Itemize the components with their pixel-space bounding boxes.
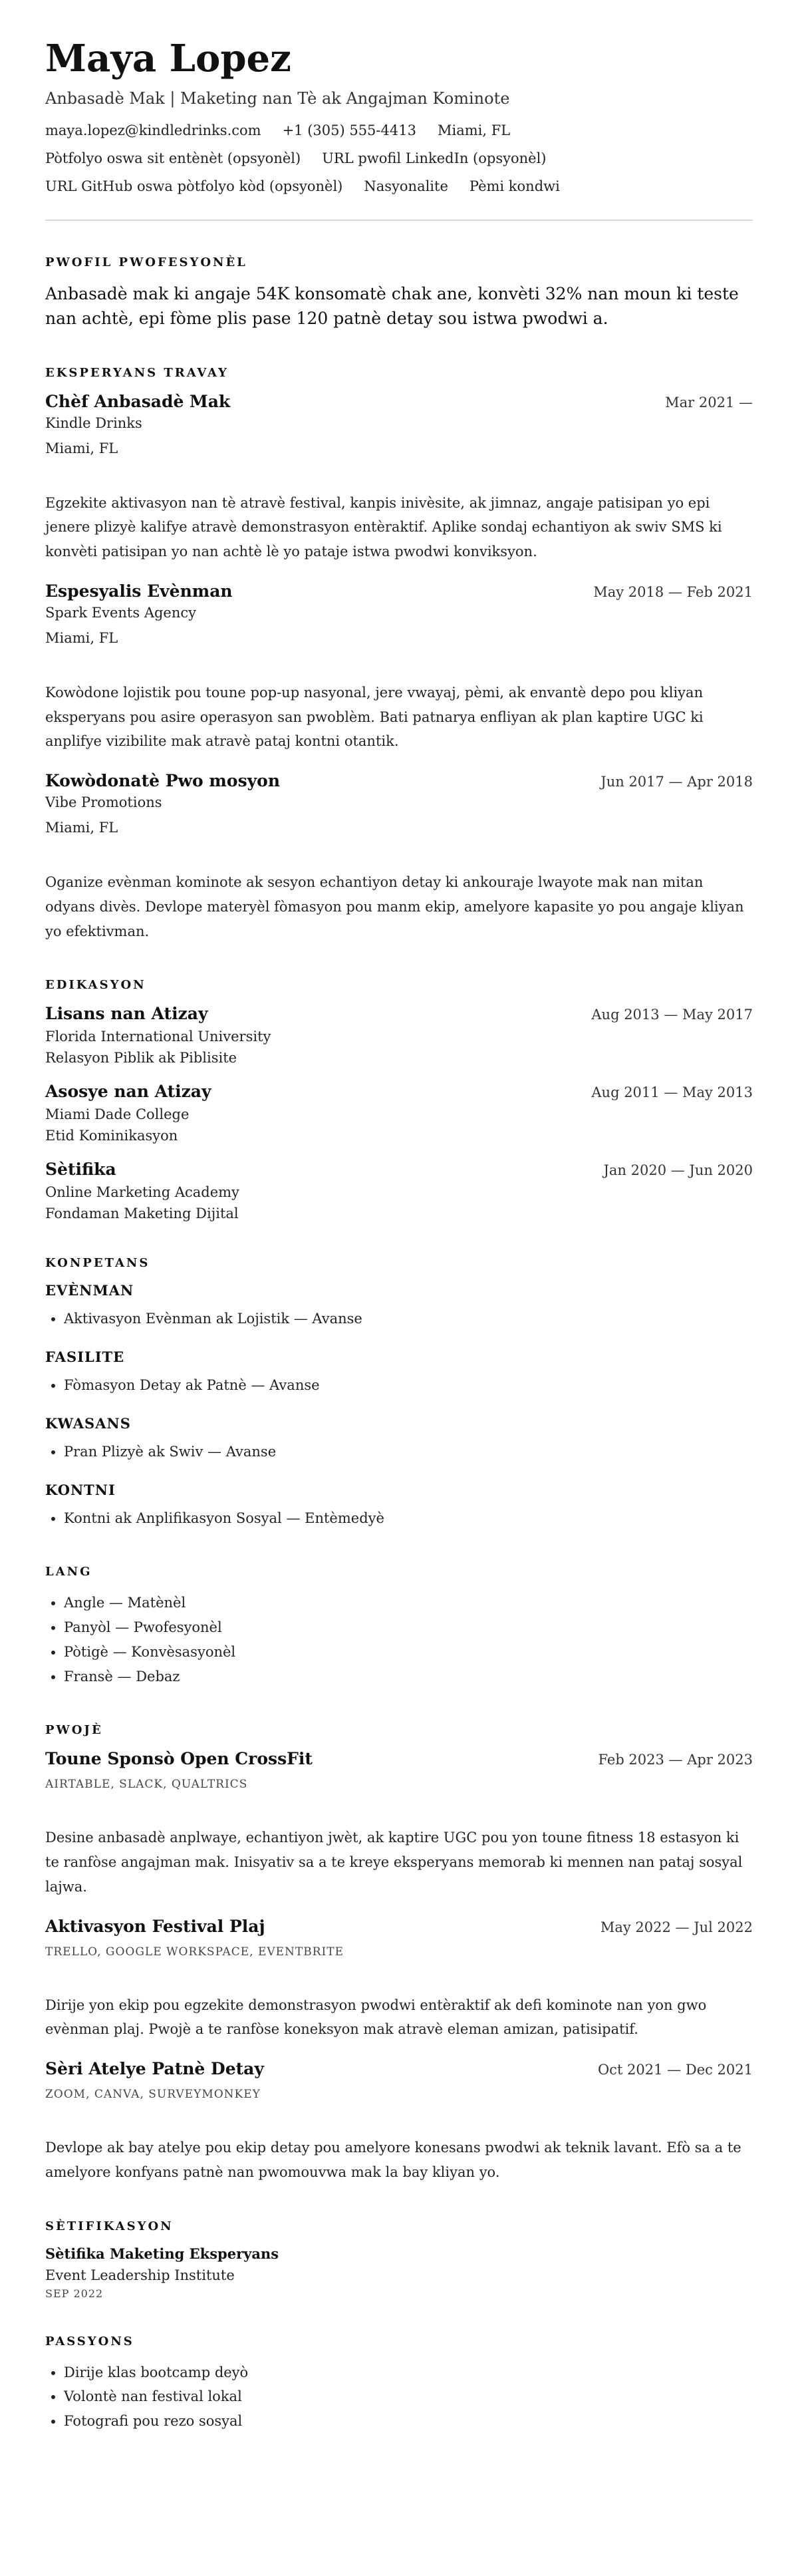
- job-dates: Mar 2021 —: [665, 394, 753, 410]
- education-dates: Aug 2011 — May 2013: [591, 1084, 753, 1101]
- section-title-experience: EKSPERYANS TRAVAY: [45, 365, 229, 380]
- project-dates: Feb 2023 — Apr 2023: [598, 1752, 753, 1768]
- project-name: Sèri Atelye Patnè Detay: [45, 2059, 264, 2079]
- experience-entry: [45, 771, 753, 943]
- project-name: Toune Sponsò Open CrossFit: [45, 1749, 313, 1769]
- project-dates: May 2022 — Jul 2022: [600, 1919, 753, 1935]
- skill-group-title: KONTNI: [45, 1481, 116, 1498]
- education-dates: Aug 2013 — May 2017: [591, 1007, 753, 1023]
- projects-list: [45, 1749, 753, 2184]
- skill-group-title: EVÈNMAN: [45, 1282, 134, 1299]
- degree-name: Sètifika: [45, 1160, 116, 1180]
- language-item: • Panyòl — Pwofesyonèl: [64, 1615, 753, 1640]
- education-entry: [45, 1160, 753, 1221]
- job-title: Chèf Anbasadè Mak: [45, 391, 231, 411]
- contact-row: [45, 122, 753, 138]
- project-dates: Oct 2021 — Dec 2021: [597, 2062, 753, 2078]
- github-link[interactable]: URL GitHub oswa pòtfolyo kòd (opsyonèl): [45, 178, 343, 194]
- school-name: Miami Dade College: [45, 1106, 190, 1123]
- nationality: Nasyonalite: [364, 178, 448, 194]
- job-title: Kowòdonatè Pwo mosyon: [45, 771, 281, 791]
- interest-item: • Fotografi pou rezo sosyal: [64, 2409, 753, 2434]
- experience-entry: [45, 581, 753, 754]
- project-entry: [45, 2059, 753, 2185]
- linkedin-link[interactable]: URL pwofil LinkedIn (opsyonèl): [322, 150, 547, 166]
- project-description: Devlope ak bay atelye pou ekip detay pou amelyore konesans pwodwi ak teknik lavant. Efò sa a te amelyore konfyans patnè nan pwomouvwa mak la bay kliyan yo.: [45, 2140, 741, 2180]
- portfolio-link[interactable]: Pòtfolyo oswa sit entènèt (opsyonèl): [45, 150, 301, 166]
- project-entry: [45, 1749, 753, 1899]
- certification-date: SEP 2022: [45, 2287, 104, 2300]
- job-location: Miami, FL: [45, 440, 118, 456]
- school-name: Florida International University: [45, 1029, 271, 1045]
- company-name: Kindle Drinks: [45, 414, 142, 431]
- job-location: Miami, FL: [45, 820, 118, 836]
- skill-item: • Fòmasyon Detay ak Patnè — Avanse: [64, 1373, 753, 1398]
- skill-item: • Kontni ak Anplifikasyon Sosyal — Entèmedyè: [64, 1506, 753, 1531]
- skill-group: [45, 1415, 753, 1464]
- language-item: • Pòtigè — Konvèsasyonèl: [64, 1640, 753, 1665]
- skills-list: [45, 1282, 753, 1530]
- experience-entry: [45, 392, 753, 564]
- job-description: Kowòdone lojistik pou toune pop-up nasyonal, jere vwayaj, pèmi, ak envantè depo pou kliyan eksperyans pou asire operasyon san pwoblèm. Bati patnarya enfliyan ak plan kaptire UGC ki anplifye vizibilite mak atravè pataj kontni otantik.: [45, 684, 704, 750]
- field-of-study: Fondaman Maketing Dijital: [45, 1206, 239, 1222]
- section-title-education: EDIKASYON: [45, 978, 146, 993]
- language-item: • Fransè — Debaz: [64, 1665, 753, 1689]
- experience-list: [45, 392, 753, 944]
- section-title-projects: PWOJÈ: [45, 1723, 103, 1738]
- section-title-interests: PASSYONS: [45, 2334, 134, 2348]
- company-name: Vibe Promotions: [45, 794, 162, 811]
- headline: Anbasadè Mak | Maketing nan Tè ak Angajman Kominote: [45, 88, 510, 108]
- interests-list: [45, 2360, 753, 2434]
- section-title-skills: KONPETANS: [45, 1256, 150, 1271]
- phone-number: +1 (305) 555-4413: [282, 122, 416, 138]
- summary-text: Anbasadè mak ki angaje 54K konsomatè chak ane, konvèti 32% nan moun ki teste nan achtè, epi fòme plis pase 120 patnè detay sou istwa pwodwi a.: [45, 283, 739, 329]
- drivers-license: Pèmi kondwi: [469, 178, 560, 194]
- candidate-name: Maya Lopez: [45, 37, 291, 80]
- job-location: Miami, FL: [45, 629, 118, 646]
- email-link[interactable]: maya.lopez@kindledrinks.com: [45, 122, 261, 138]
- languages-list: [45, 1591, 753, 1689]
- language-item: • Angle — Matènèl: [64, 1591, 753, 1615]
- job-description: Egzekite aktivasyon nan tè atravè festival, kanpis inivèsite, ak jimnaz, angaje patisipan yo epi jenere plizyè kalifye atravè demonstrasyon entèraktif. Aplike sondaj echantiyon ak swiv SMS ki konvèti patisipan yo nan achtè lè yo pataje istwa pwodwi konviksyon.: [45, 494, 722, 560]
- project-tools: TRELLO, GOOGLE WORKSPACE, EVENTBRITE: [45, 1945, 344, 1959]
- project-tools: ZOOM, CANVA, SURVEYMONKEY: [45, 2088, 261, 2102]
- project-entry: [45, 1917, 753, 2042]
- skill-group-title: KWASANS: [45, 1414, 131, 1432]
- job-title: Espesyalis Evènman: [45, 581, 233, 601]
- certification-entry: [45, 2245, 753, 2300]
- education-list: [45, 1004, 753, 1221]
- skill-group-title: FASILITE: [45, 1349, 125, 1366]
- interest-item: • Volontè nan festival lokal: [64, 2384, 753, 2409]
- field-of-study: Etid Kominikasyon: [45, 1128, 178, 1144]
- degree-name: Lisans nan Atizay: [45, 1004, 208, 1024]
- project-description: Desine anbasadè anplwaye, echantiyon jwèt, ak kaptire UGC pou yon toune fitness 18 estasyon ki te ranfòse angajman mak. Inisyativ sa a te kreye eksperyans memorab ki mennen nan pataj sosyal lajwa.: [45, 1830, 743, 1895]
- skill-item: • Pran Plizyè ak Swiv — Avanse: [64, 1440, 753, 1464]
- location: Miami, FL: [437, 122, 511, 138]
- education-dates: Jan 2020 — Jun 2020: [603, 1162, 753, 1179]
- skill-group: [45, 1282, 753, 1331]
- education-entry: [45, 1004, 753, 1066]
- school-name: Online Marketing Academy: [45, 1184, 239, 1201]
- project-description: Dirije yon ekip pou egzekite demonstrasyon pwodwi entèraktif ak defi kominote nan yon gwo evènman plaj. Pwojè a te ranfòse koneksyon mak atravè eleman amizan, patisipatif.: [45, 1997, 707, 2038]
- job-dates: May 2018 — Feb 2021: [593, 583, 753, 600]
- skill-item: • Aktivasyon Evènman ak Lojistik — Avanse: [64, 1307, 753, 1331]
- company-name: Spark Events Agency: [45, 604, 197, 621]
- field-of-study: Relasyon Piblik ak Piblisite: [45, 1050, 237, 1066]
- links-row: [45, 150, 753, 166]
- skill-group: [45, 1349, 753, 1398]
- degree-name: Asosye nan Atizay: [45, 1082, 211, 1102]
- extra-row: [45, 178, 753, 194]
- interest-item: • Dirije klas bootcamp deyò: [64, 2360, 753, 2385]
- section-title-certifications: SÈTIFIKASYON: [45, 2219, 174, 2233]
- education-entry: [45, 1082, 753, 1144]
- job-description: Oganize evènman kominote ak sesyon echantiyon detay ki ankouraje lwayote mak nan mitan odyans divès. Devlope materyèl fòmasyon pou manm ekip, amelyore kapasite yo pou angaje kliyan yo efektivman.: [45, 874, 744, 939]
- skill-group: [45, 1482, 753, 1531]
- job-dates: Jun 2017 — Apr 2018: [600, 774, 753, 790]
- certification-name: Sètifika Maketing Eksperyans: [45, 2245, 279, 2262]
- section-title-languages: LANG: [45, 1565, 92, 1579]
- project-tools: AIRTABLE, SLACK, QUALTRICS: [45, 1778, 248, 1792]
- project-name: Aktivasyon Festival Plaj: [45, 1916, 265, 1936]
- certification-issuer: Event Leadership Institute: [45, 2267, 235, 2283]
- section-title-summary: PWOFIL PWOFESYONÈL: [45, 255, 247, 269]
- header-divider: [45, 220, 753, 221]
